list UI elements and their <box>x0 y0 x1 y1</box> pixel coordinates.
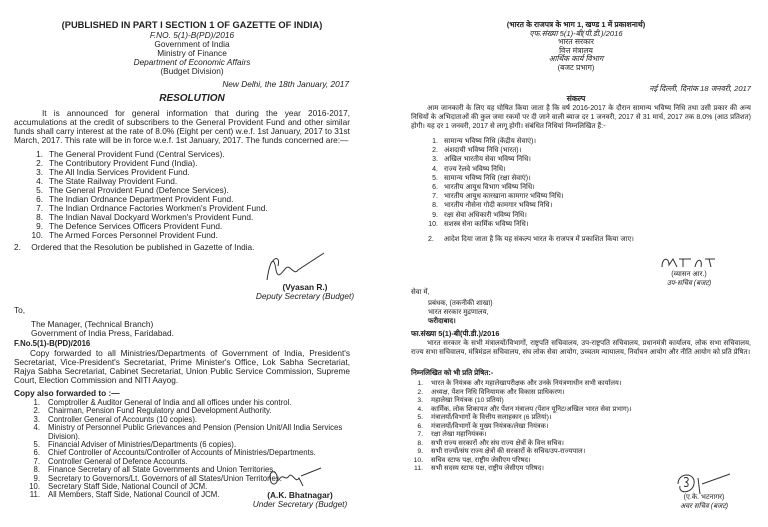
signature-vyasan-hindi <box>659 253 719 271</box>
list-item: 3. The All India Services Provident Fund. <box>36 167 190 177</box>
order-number: 2. <box>428 236 434 243</box>
list-item: 10. The Armed Forces Personnel Provident Fund. <box>31 230 218 240</box>
copy-also-heading: Copy also forwarded to :— <box>14 388 120 398</box>
signature-bhatnagar <box>265 462 325 492</box>
ministry-name: Ministry of Finance <box>157 48 227 58</box>
list-item: 9. रक्षा सेवा अधिकारी भविष्य निधि। <box>432 211 527 219</box>
list-item: 5. मंत्रालयों/विभागों के वित्तीय सलाहकार (6 प्रतियां)। <box>417 414 552 421</box>
list-item: 8. Finance Secretary of all State Governments and Union Territories. <box>33 465 276 475</box>
signatory-block <box>225 491 375 509</box>
list-item: 11. All Members, Staff Side, National Council of JCM. <box>29 490 220 500</box>
to-label: सेवा में, <box>411 289 430 296</box>
list-item: 4. The State Railway Provident Fund. <box>36 176 178 186</box>
addressee-line: Government of India Press, Faridabad. <box>31 328 174 338</box>
order-paragraph <box>14 243 254 252</box>
order-number: 2. <box>14 242 21 252</box>
signatory-block <box>629 270 749 288</box>
list-item: 1. The General Provident Fund (Central Services). <box>36 149 225 159</box>
list-item: 2. Chairman, Pension Fund Regulatory and Development Authority. <box>33 406 272 416</box>
signature-vyasan <box>262 250 332 285</box>
list-item: 2. अंशदायी भविष्य निधि (भारत)। <box>432 147 522 155</box>
list-item: 3. महालेखा नियंत्रक (10 प्रतियां) <box>417 397 504 404</box>
signatory-name: (A.K. Bhatnagar) <box>267 490 333 500</box>
copy-also-heading: निम्नलिखित को भी प्रति प्रेषित:- <box>411 368 494 377</box>
funds-list <box>424 137 724 229</box>
resolution-intro: It is announced for general information that during the year 2016-2017, accumulations at the credit of subscribers to the General Provident Fund and other similar funds shall carry interest at the rate of 8.0% (Eight per cent) w.e.f. 1st January, 2017 to 31st March, 2017. This rate will be in force w.e.f. 1st January, 2017. The funds concerned are:— <box>14 108 350 145</box>
list-item: 9. Secretary to Governors/Lt. Governors of all States/Union Territories. <box>33 473 282 483</box>
list-item: 6. मंत्रालयों/विभागों के मुख्य नियंत्रक/लेखा नियंत्रक। <box>417 422 549 430</box>
list-item: 9. सभी राज्यों/संघ राज्य क्षेत्रों की सरकारों के सचिव/उप-राज्यपाल। <box>417 448 586 455</box>
government-name: Government of India <box>154 39 230 49</box>
list-item: 3. Controller General of Accounts (10 copies). <box>33 414 198 424</box>
signatory-title: Deputy Secretary (Budget) <box>255 291 355 301</box>
place-date: New Delhi, the 18th January, 2017 <box>222 79 349 89</box>
ministry-name: वित्त मंत्रालय <box>559 45 593 55</box>
department-name: आर्थिक कार्य विभाग <box>548 54 604 64</box>
gazette-heading: (PUBLISHED IN PART I SECTION 1 OF GAZETTE OF INDIA) <box>61 20 323 30</box>
place-date: नई दिल्ली, दिनांक 18 जनवरी, 2017 <box>649 84 751 93</box>
list-item: 1. भारत के नियंत्रक और महालेखापरीक्षक और उनके नियंत्रणाधीन सभी कार्यालय। <box>417 380 622 387</box>
list-item: 6. The Indian Ordnance Department Provident Fund. <box>36 194 234 204</box>
list-item: 8. The Indian Naval Dockyard Workmen's Provident Fund. <box>36 212 254 222</box>
file-number: एफ.संख्या 5(1)-बी(पी.डी.)/2016 <box>529 28 623 38</box>
to-label: To, <box>14 305 26 315</box>
list-item: 2. The Contributory Provident Fund (India). <box>36 158 198 168</box>
funds-list <box>29 150 349 240</box>
order-text: Ordered that the Resolution be published in Gazette of India. <box>31 242 255 252</box>
addressee-line: फरीदाबाद। <box>428 318 456 325</box>
list-item: 3. अखिल भारतीय सेवा भविष्य निधि। <box>432 156 531 164</box>
list-item: 5. Financial Adviser of Ministries/Departments (6 copies). <box>33 440 237 450</box>
order-text: आदेश दिया जाता है कि यह संकल्प भारत के राजपत्र में प्रकाशित किया जाए। <box>443 236 634 243</box>
hindi-resolution-page <box>384 0 768 527</box>
copy-forwarded-paragraph: भारत सरकार के सभी मंत्रालयों/विभागों, राष्ट्रपति सचिवालय, उप-राष्ट्रपति सचिवालय, प्रधानमंत्री कार्यालय, लोक सभा सचिवालय, राज्य सभा सचिवालय, मंत्रिमंडल सचिवालय, संघ लोक सेवा आयोग, उच्चतम न्यायालय, निर्वाचन आयोग और नीति आयोग को प्रति प्रेषित। <box>411 340 751 356</box>
recipients-list <box>409 380 749 474</box>
department-name: Department of Economic Affairs <box>133 57 251 67</box>
list-item: 7. Controller General of Defence Accounts. <box>33 456 188 466</box>
list-item: 5. सामान्य भविष्य निधि (रक्षा सेवाएं)। <box>432 174 531 182</box>
list-item: 9. The Defence Services Officers Provident Fund. <box>36 221 223 231</box>
gazette-heading: (भारत के राजपत्र के भाग 1, खण्ड 1 में प्रकाशनार्थ) <box>506 20 646 29</box>
addressee-line: The Manager, (Technical Branch) <box>31 319 154 329</box>
list-item: 7. भारतीय आयुध कारखाना कामगार भविष्य निधि। <box>432 193 564 201</box>
government-name: भारत सरकार <box>558 37 594 47</box>
resolution-title: संकल्प <box>566 94 586 103</box>
resolution-intro: आम जानकारी के लिए यह घोषित किया जाता है कि वर्ष 2016-2017 के दौरान सामान्य भविष्य निधि तथा उसी प्रकार की अन्य निधियों के अभिदाताओं की कुल जमा रकमों पर दी जाने वाली ब्याज दर 1 जनवरी, 2017 से 31 मार्च, 2017 तक 8.0% (आठ प्रतिशत) होगी। यह दर 1 जनवरी, 2017 से लागू होगी। संबंधित निधियां निम्नलिखित हैं:- <box>411 105 751 130</box>
list-item: 1. Comptroller & Auditor General of India and all offices under his control. <box>33 398 292 407</box>
list-item: 8. भारतीय नौसेना गोदी कामगार भविष्य निधि। <box>432 202 553 210</box>
list-item: 6. Chief Controller of Accounts/Controller of Accounts of Ministries/Departments. <box>33 448 316 458</box>
reference-number: फा.संख्या 5(1)-बी(पी.डी.)/2016 <box>411 329 500 338</box>
list-item: 4. Ministry of Personnel Public Grievances and Pension (Pension Unit/All India Services Division). <box>33 423 343 441</box>
list-item: 4. कार्मिक, लोक शिकायत और पेंशन मंत्रालय (पेंशन यूनिट/अखिल भारत सेवा प्रभाग)। <box>417 405 632 413</box>
signatory-name: (व्यासन आर.) <box>671 271 707 278</box>
signatory-title: अवर सचिव (बजट) <box>679 503 729 510</box>
list-item: 10. Secretary Staff Side, National Council of JCM. <box>29 482 208 492</box>
list-item: 2. अध्यक्ष, पेंशन निधि विनियामक और विकास प्राधिकरण। <box>417 388 565 396</box>
reference-number: F.No.5(1)-B(PD)/2016 <box>14 339 91 348</box>
list-item: 1. सामान्य भविष्य निधि (केंद्रीय सेवाएं)। <box>432 138 537 145</box>
addressee-line: प्रबंधक, (तकनीकी शाखा) <box>428 300 493 307</box>
signatory-name: (Vyasan R.) <box>282 282 328 292</box>
document-header <box>384 21 768 73</box>
document-header <box>0 20 384 76</box>
copy-forwarded-paragraph: Copy forwarded to all Ministries/Departments of Government of India, President's Secretariat, Vice-President's Secretariat, Prime Minister's Office, Lok Sabha Secretariat, Rajya Sabha Secretariat, Cabinet Secretariat, Union Public Service Commission, Supreme Court, Election Commission and NITI Aayog. <box>14 348 350 385</box>
division-name: (Budget Division) <box>160 66 224 76</box>
file-number: F.NO. 5(1)-B(PD)/2016 <box>149 30 235 40</box>
signatory-title: उप-सचिव (बजट) <box>666 280 712 287</box>
addressee-line: भारत सरकार मुद्रणालय, <box>428 309 489 316</box>
signatory-block <box>230 283 380 301</box>
addressee <box>31 320 174 338</box>
list-item: 8. सभी राज्य सरकारों और संघ राज्य क्षेत्रों के वित्त सचिव। <box>417 439 564 447</box>
division-name: (बजट प्रभाग) <box>557 62 595 72</box>
addressee <box>428 299 493 326</box>
signatory-block <box>649 493 759 511</box>
list-item: 6. भारतीय आयुध विभाग भविष्य निधि। <box>432 184 535 192</box>
list-item: 7. The Indian Ordnance Factories Workmen's Provident Fund. <box>36 203 268 213</box>
list-item: 10. सचिव स्टाफ पक्ष, राष्ट्रीय जेसीएम परिषद। <box>413 456 531 464</box>
resolution-title: RESOLUTION <box>159 93 225 104</box>
list-item: 10. सशस्त्र सेना कार्मिक भविष्य निधि। <box>428 220 529 228</box>
signatory-title: Under Secretary (Budget) <box>252 499 348 509</box>
list-item: 7. रक्षा लेखा महानियंत्रक। <box>417 431 487 438</box>
order-paragraph <box>428 235 634 244</box>
list-item: 4. राज्य रेलवे भविष्य निधि। <box>432 165 506 173</box>
signatory-name: (ए.के. भटनागर) <box>683 494 725 501</box>
list-item: 11. सभी सदस्य स्टाफ पक्ष, राष्ट्रीय जेसीएम परिषद। <box>414 465 544 472</box>
list-item: 5. The General Provident Fund (Defence Services). <box>36 185 229 195</box>
